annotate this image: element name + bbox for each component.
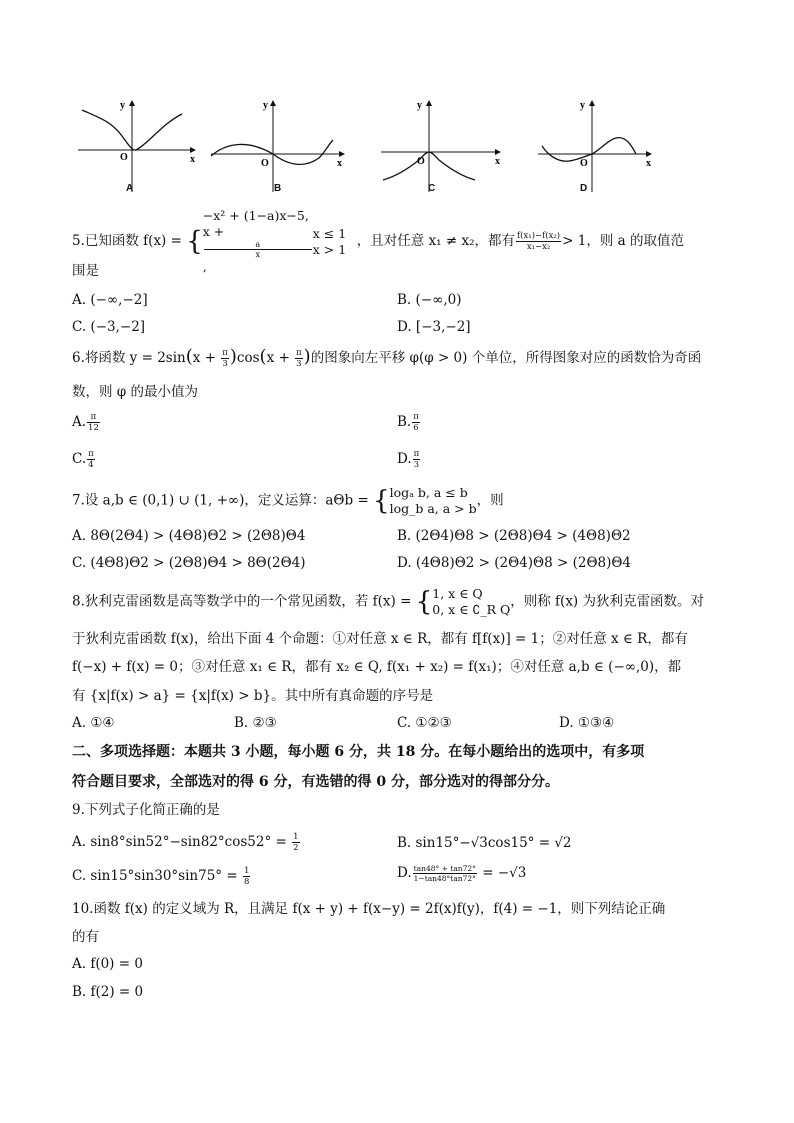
question-5-option-c: C. (−3,−2] (72, 319, 146, 335)
graph-a-label: A (126, 183, 134, 194)
question-7-stem: 7.设 a,b ∈ (0,1) ∪ (1, +∞)，定义运算：aΘb = { logₐ b, a ≤ b log_b a, a > b ，则 (72, 485, 504, 516)
question-7-lead: 7.设 a,b ∈ (0,1) ∪ (1, +∞)，定义运算：aΘb = (72, 492, 374, 509)
graph-d (534, 96, 664, 196)
question-7-tail: ，则 (476, 492, 504, 509)
graph-c-x-label: x (495, 156, 500, 167)
piece-2: x + a x , (203, 224, 313, 275)
question-8-line3: f(−x) + f(x) = 0；③对任意 x₁ ∈ R，都有 x₂ ∈ Q, f(x₁ + x₂) = f(x₁)；④对任意 a,b ∈ (−∞,0)，都 (72, 659, 682, 675)
question-8-option-d: D. ①③④ (559, 715, 615, 731)
question-9-stem: 9.下列式子化简正确的是 (72, 802, 220, 818)
question-10-option-b: B. f(2) = 0 (72, 984, 144, 1000)
question-6-line2: 数，则 φ 的最小值为 (72, 384, 199, 400)
graph-b-x-label: x (337, 158, 342, 169)
question-6-option-b: B. $\frac{\pi}{6}$ (397, 412, 419, 433)
question-9-option-b: B. sin15°−√3cos15° = √2 (397, 835, 572, 851)
question-5-tail: > 1，则 a 的取值范 (562, 233, 684, 249)
question-5-line2: 围是 (72, 263, 99, 279)
graph-a-y-label: y (120, 100, 125, 111)
question-10-line1: 10.函数 f(x) 的定义域为 R，且满足 f(x + y) + f(x−y) = 2f(x)f(y)，f(4) = −1，则下列结论正确 (72, 901, 666, 917)
question-5-number: 5. (72, 233, 85, 249)
question-6-option-c: C. $\frac{\pi}{4}$ (72, 449, 94, 470)
question-8-tail: ，则称 f(x) 为狄利克雷函数。对 (510, 593, 704, 610)
question-8-lead: 8.狄利克雷函数是高等数学中的一个常见函数，若 f(x) = (72, 593, 416, 610)
question-5-fraction: $\frac{\text{f(x₁)−f(x₂)}}{\text{x₁−x₂}}$ (517, 231, 561, 252)
condition-1: x ≤ 1 (312, 225, 347, 241)
graph-d-y-label: y (580, 100, 585, 111)
question-8-option-b: B. ②③ (234, 715, 277, 731)
section-2-heading-line1: 二、多项选择题：本题共 3 小题，每小题 6 分，共 18 分。在每小题给出的选项中，有多项 (72, 744, 645, 760)
graph-b-origin: O (261, 158, 269, 169)
condition-2: x > 1 (312, 241, 347, 257)
question-8-line4: 有 {x|f(x) > a} = {x|f(x) > b}。其中所有真命题的序号是 (72, 688, 434, 704)
question-9-option-d: D. $\frac{\tan 48^\circ + \tan 72^\circ}{1-\tan 48^\circ\tan 72^\circ}$ = −√3 (397, 864, 527, 883)
graph-b-label: B (274, 183, 282, 194)
graph-c-y-label: y (417, 100, 422, 111)
question-9-option-a: A. sin8°sin52°−sin82°cos52° = $\frac{1}{2}$ (72, 832, 299, 853)
graph-c (377, 96, 507, 196)
question-5-mid: ，且对任意 x₁ ≠ x₂，都有 (356, 233, 516, 249)
piece-1: −x² + (1−a)x−5, (202, 208, 309, 223)
question-7-option-c: C. (4Θ8)Θ2 > (2Θ8)Θ4 > 8Θ(2Θ4) (72, 555, 306, 571)
section-2-heading-line2: 符合题目要求，全部选对的得 6 分，有选错的得 0 分，部分选对的得部分分。 (72, 774, 559, 790)
graph-b (207, 96, 347, 196)
graph-options-row (72, 96, 732, 196)
question-5-conditions (313, 226, 357, 258)
question-6-option-a: A. $\frac{\pi}{12}$ (72, 412, 99, 433)
graph-c-origin: O (417, 156, 425, 167)
graph-a-origin: O (120, 152, 128, 163)
question-5-stem (72, 208, 684, 275)
question-5-option-b: B. (−∞,0) (397, 292, 462, 308)
question-6-stem: 6.将函数 y = 2sin(x + $\frac{\pi}{3}$ )cos(x + $\frac{\pi}{3}$ )的图象向左平移 φ(φ > 0) 个单位，所得图象对应的函数恰为奇函 (72, 346, 702, 369)
question-6-lead: 6.将函数 y = 2sin (72, 350, 186, 366)
graph-d-origin: O (580, 158, 588, 169)
question-8-line2: 于狄利克雷函数 f(x)，给出下面 4 个命题：①对任意 x ∈ R，都有 f[f(x)] = 1；②对任意 x ∈ R，都有 (72, 631, 688, 647)
question-8-stem: 8.狄利克雷函数是高等数学中的一个常见函数，若 f(x) = { 1, x ∈ Q 0, x ∈ ∁_R Q ，则称 f(x) 为狄利克雷函数。对 (72, 586, 704, 617)
graph-a-x-label: x (190, 154, 195, 165)
question-8-cases: 1, x ∈ Q 0, x ∈ ∁_R Q (432, 586, 511, 617)
question-7-cases: logₐ b, a ≤ b log_b a, a > b (389, 485, 477, 516)
question-9-option-c: C. sin15°sin30°sin75° = $\frac{1}{8}$ (72, 866, 250, 887)
graph-d-x-label: x (646, 158, 651, 169)
question-7-option-d: D. (4Θ8)Θ2 > (2Θ4)Θ8 > (2Θ8)Θ4 (397, 555, 632, 571)
question-5-pieces (203, 208, 313, 275)
piecewise-brace: { (186, 226, 203, 257)
question-8-option-a: A. ①④ (72, 715, 115, 731)
question-8-option-c: C. ①②③ (397, 715, 452, 731)
question-7-option-b: B. (2Θ4)Θ8 > (2Θ8)Θ4 > (4Θ8)Θ2 (397, 528, 631, 544)
graph-d-label: D (580, 183, 588, 194)
question-7-option-a: A. 8Θ(2Θ4) > (4Θ8)Θ2 > (2Θ8)Θ4 (72, 528, 306, 544)
question-10-option-a: A. f(0) = 0 (72, 956, 143, 972)
question-10-line2: 的有 (72, 929, 99, 945)
question-6-description: 的图象向左平移 φ(φ > 0) 个单位，所得图象对应的函数恰为奇函 (310, 350, 702, 366)
question-5-option-a: A. (−∞,−2] (72, 292, 148, 308)
question-5-option-d: D. [−3,−2] (397, 319, 471, 335)
question-6-option-d: D. $\frac{\pi}{3}$ (397, 449, 420, 470)
graph-b-y-label: y (263, 100, 268, 111)
graph-a (72, 96, 202, 196)
question-5-intro: 已知函数 f(x) = (84, 233, 187, 249)
graph-c-label: C (428, 183, 436, 194)
